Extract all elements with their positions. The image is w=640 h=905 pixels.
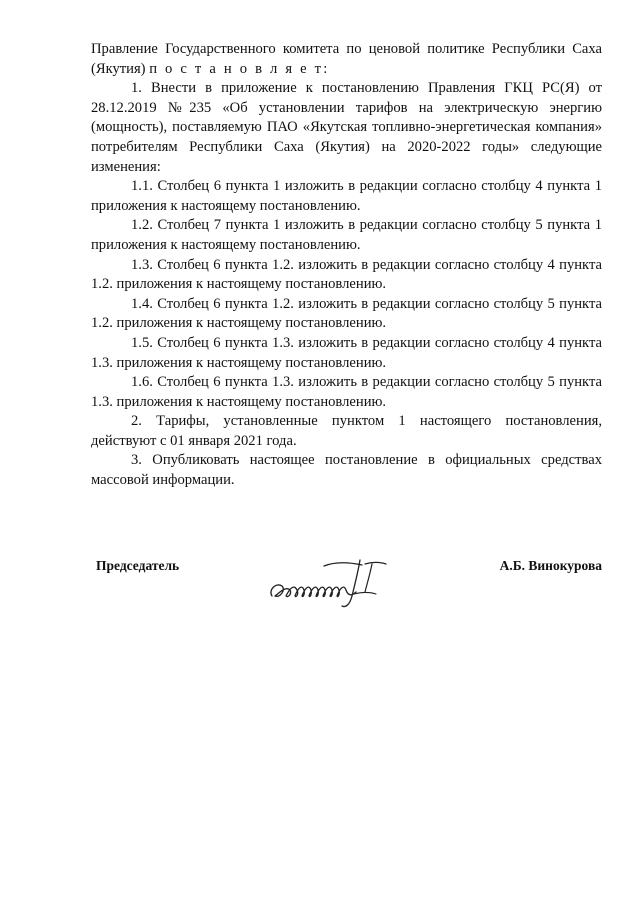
item-3: 3. Опубликовать настоящее постановление в официальных средствах массовой информации. — [91, 452, 602, 489]
signatory-name: А.Б. Винокурова — [499, 558, 602, 573]
item-1-1: 1.1. Столбец 6 пункта 1 изложить в редакции согласно столбцу 4 пункта 1 приложения к настоящему постановлению. — [91, 178, 602, 214]
signatory-title: Председатель — [96, 558, 180, 573]
item-1: 1. Внести в приложение к постановлению Правления ГКЦ РС(Я) от 28.12.2019 №235 «Об установлении тарифов на электрическую энергию (мощность), поставляемую ПАО «Якутская топливно-энергетическая компания» потребителям Республики Саха (Якутия) на 2020-2022 годы» следующие изменения: — [91, 80, 602, 175]
item-1-5: 1.5. Столбец 6 пункта 1.3. изложить в редакции согласно столбцу 4 пункта 1.3. приложения к настоящему постановлению. — [91, 334, 602, 371]
item-1-4: 1.4. Столбец 6 пункта 1.2. изложить в редакции согласно столбцу 5 пункта 1.2. приложения к настоящему постановлению. — [91, 295, 602, 332]
intro-paragraph — [91, 40, 602, 79]
signature-block — [91, 552, 602, 612]
item-1-6: 1.6. Столбец 6 пункта 1.3. изложить в редакции согласно столбцу 5 пункта 1.3. приложения к настоящему постановлению. — [91, 374, 602, 410]
intro-prefix: Правление Государственного комитета по ценовой политике Республики Саха (Якутия) — [91, 41, 602, 77]
item-1-2: 1.2. Столбец 7 пункта 1 изложить в редакции согласно столбцу 5 пункта 1 приложения к настоящему постановлению. — [91, 217, 602, 253]
item-1-3: 1.3. Столбец 6 пункта 1.2. изложить в редакции согласно столбцу 4 пункта 1.2. приложения к настоящему постановлению. — [91, 256, 602, 293]
item-2: 2. Тарифы, установленные пунктом 1 настоящего постановления, действуют с 01 января 2021 года. — [91, 413, 602, 449]
handwritten-signature — [266, 552, 390, 610]
document-body — [91, 40, 602, 491]
intro-resolves: п о с т а н о в л я е т: — [149, 60, 330, 77]
